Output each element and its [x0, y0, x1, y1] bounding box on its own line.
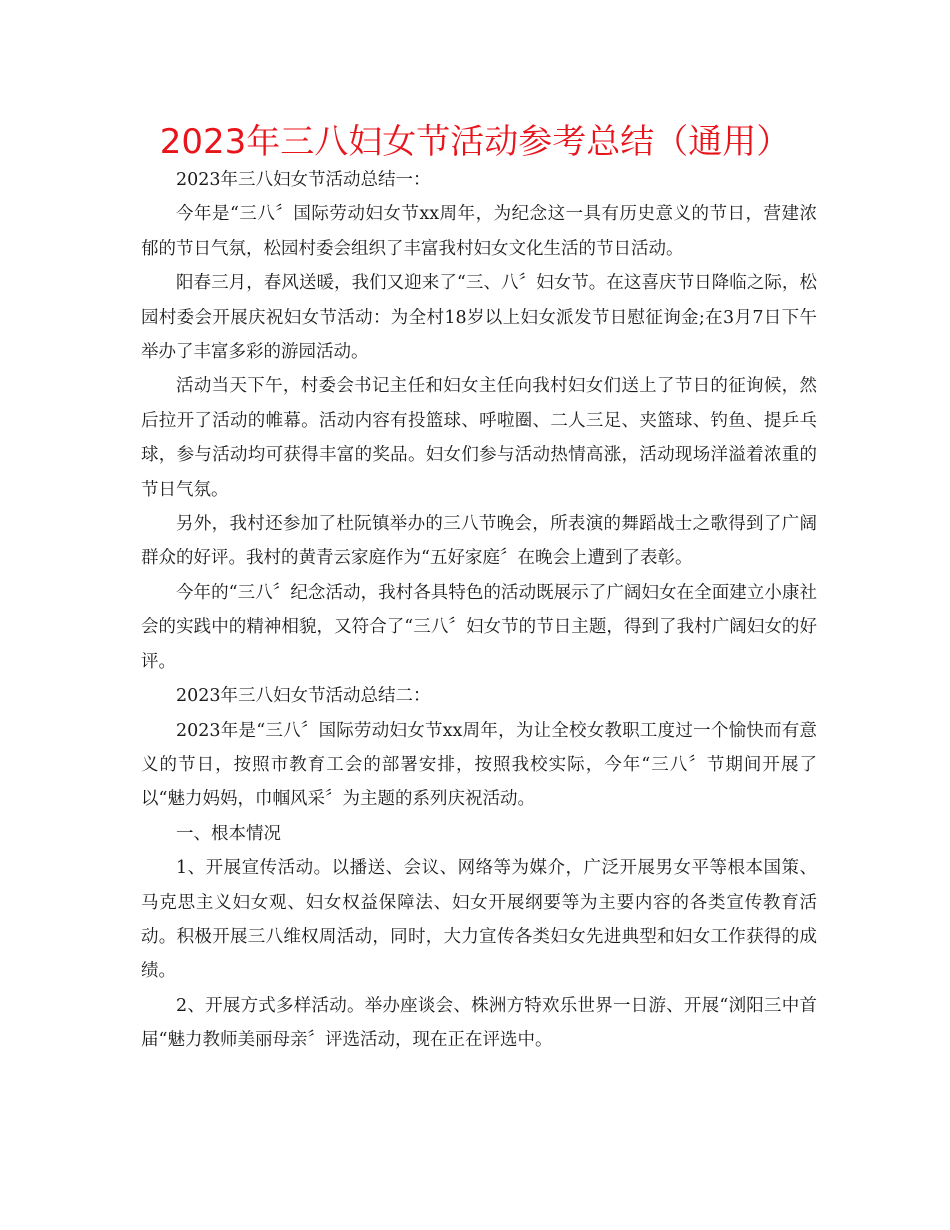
document-body [141, 163, 817, 1058]
section-heading-summary-two: 2023年三八妇女节活动总结二： [176, 686, 431, 707]
subsection-heading-basic-situation: 一、根本情况 [176, 823, 281, 844]
body-paragraph: 阳春三月，春风送暖，我们又迎来了“三、八〞妇女节。在这喜庆节日降临之际，松园村委会开展庆祝妇女节活动：为全村18岁以上妇女派发节日慰征询金;在3月7日下午举办了丰富多彩的游园活动。 [141, 273, 817, 363]
body-paragraph: 今年的“三八〞纪念活动，我村各具特色的活动既展示了广阔妇女在全面建立小康社会的实践中的精神相貌，又符合了“三八〞妇女节的节日主题，得到了我村广阔妇女的好评。 [141, 582, 817, 672]
list-item: 2、开展方式多样活动。举办座谈会、株洲方特欢乐世界一日游、开展“浏阳三中首届“魅力教师美丽母亲〞评选活动，现在正在评选中。 [141, 995, 817, 1051]
section-heading-summary-one: 2023年三八妇女节活动总结一： [176, 170, 431, 190]
body-paragraph: 今年是“三八〞国际劳动妇女节xx周年，为纪念这一具有历史意义的节日，营建浓郁的节日气氛，松园村委会组织了丰富我村妇女文化生活的节日活动。 [141, 204, 817, 259]
body-paragraph: 另外，我村还参加了杜阮镇举办的三八节晚会，所表演的舞蹈战士之歌得到了广阔群众的好评。我村的黄青云家庭作为“五好家庭〞在晚会上遭到了表彰。 [141, 514, 817, 569]
body-paragraph: 活动当天下午，村委会书记主任和妇女主任向我村妇女们送上了节日的征询候，然后拉开了活动的帷幕。活动内容有投篮球、呼啦圈、二人三足、夹篮球、钓鱼、提乒乓球，参与活动均可获得丰富的奖品。妇女们参与活动热情高涨，活动现场洋溢着浓重的节日气氛。 [141, 376, 817, 500]
document-title: 2023年三八妇女节活动参考总结（通用） [159, 122, 791, 162]
list-item: 1、开展宣传活动。以播送、会议、网络等为媒介，广泛开展男女平等根本国策、马克思主义妇女观、妇女权益保障法、妇女开展纲要等为主要内容的各类宣传教育活动。积极开展三八维权周活动，同时，大力宣传各类妇女先进典型和妇女工作获得的成绩。 [141, 858, 817, 982]
body-paragraph: 2023年是“三八〞国际劳动妇女节xx周年，为让全校女教职工度过一个愉快而有意义的节日，按照市教育工会的部署安排，按照我校实际，今年“三八〞节期间开展了以“魅力妈妈，巾帼风采〞为主题的系列庆祝活动。 [141, 720, 817, 810]
